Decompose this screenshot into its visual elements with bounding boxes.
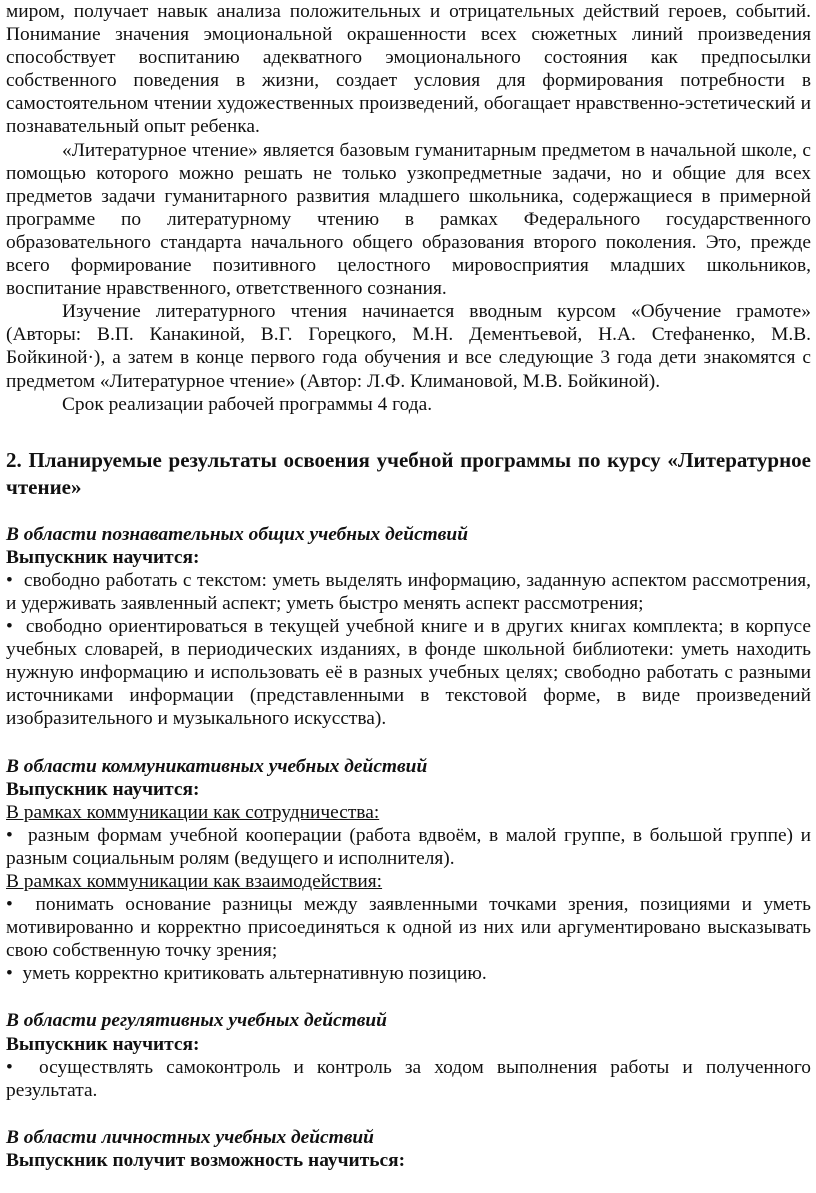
list-item bbox=[6, 615, 811, 730]
section-heading bbox=[6, 447, 811, 501]
bullet-icon: • bbox=[6, 616, 13, 638]
cooperation-label: В рамках коммуникации как сотрудничества: bbox=[6, 801, 380, 823]
cognitive-learner-label: Выпускник научится: bbox=[6, 546, 200, 568]
communicative-subheading: В области коммуникативных учебных действий bbox=[6, 755, 428, 777]
personal-learner-label: Выпускник получит возможность научиться: bbox=[6, 1149, 406, 1171]
bullet-icon: • bbox=[6, 824, 13, 846]
list-item-text: разным формам учебной кооперации (работа вдвоём, в малой группе, в большой группе) и разным социальным ролям (ведущего и исполнителя). bbox=[6, 824, 811, 869]
intro-paragraph-3: Изучение литературного чтения начинается вводным курсом «Обучение грамоте» (Авторы: В.П. Канакиной, В.Г. Горецкого, М.Н. Дементьевой, Н.А. Стефаненко, М.В. Бойкиной·), а затем в конце первого года обучения и все следующие 3 года дети знакомятся с предметом «Литературное чтение» (Автор: Л.Ф. Климановой, М.В. Бойкиной). bbox=[6, 301, 811, 392]
bullet-icon: • bbox=[6, 569, 13, 591]
list-item-text: понимать основание разницы между заявленными точками зрения, позициями и уметь мотивированно и корректно присоединяться к одной из них или аргументировано высказывать свою собственную точку зрения; bbox=[6, 894, 811, 962]
bullet-icon: • bbox=[6, 894, 13, 916]
list-item bbox=[6, 824, 811, 870]
list-item-text: уметь корректно критиковать альтернативную позицию. bbox=[22, 963, 487, 985]
bullet-icon: • bbox=[6, 1056, 13, 1078]
intro-paragraph-1: миром, получает навык анализа положительных и отрицательных действий героев, событий. Понимание значения эмоциональной окрашенности всех сюжетных линий произведения способствует воспитанию адекватного эмоционального состояния как предпосылки собственного поведения в жизни, создает условия для формирования потребности в самостоятельном чтении художественных произведений, обогащает нравственно-эстетический и познавательный опыт ребенка. bbox=[6, 1, 811, 138]
regulative-learner-label: Выпускник научится: bbox=[6, 1033, 200, 1055]
section-title: Планируемые результаты освоения учебной программы по курсу «Литературное чтение» bbox=[6, 447, 811, 499]
list-item bbox=[6, 893, 811, 962]
list-item bbox=[6, 569, 811, 615]
interaction-label: В рамках коммуникации как взаимодействия: bbox=[6, 871, 383, 892]
list-item bbox=[6, 1056, 811, 1102]
cognitive-subheading: В области познавательных общих учебных действий bbox=[6, 523, 468, 545]
section-number: 2. bbox=[6, 447, 22, 472]
intro-paragraph-2: «Литературное чтение» является базовым гуманитарным предметом в начальной школе, с помощью которого можно решать не только узкопредметные задачи, но и общие для всех предметов задачи гуманитарного развития младшего школьника, содержащиеся в примерной программе по литературному чтению в рамках Федерального государственного образовательного стандарта начального общего образования второго поколения. Это, прежде всего формирование позитивного целостного мировосприятия младших школьников, воспитание нравственного, ответственного сознания. bbox=[6, 139, 811, 300]
list-item bbox=[6, 962, 811, 985]
list-item-text: свободно ориентироваться в текущей учебной книге и в других книгах комплекта; в корпусе учебных словарей, в периодических изданиях, в фонде школьной библиотеки: уметь находить нужную информацию и использовать её в разных учебных целях; свободно работать с разными источниками информации (представленными в текстовой форме, в виде произведений изобразительного и музыкального искусства). bbox=[6, 616, 811, 730]
intro-paragraph-4: Срок реализации рабочей программы 4 года. bbox=[62, 393, 433, 415]
list-item-text: свободно работать с текстом: уметь выделять информацию, заданную аспектом рассмотрения, и удерживать заявленный аспект; уметь быстро менять аспект рассмотрения; bbox=[6, 569, 812, 614]
bullet-icon: • bbox=[6, 963, 13, 985]
regulative-subheading: В области регулятивных учебных действий bbox=[6, 1010, 387, 1032]
communicative-learner-label: Выпускник научится: bbox=[6, 778, 200, 800]
personal-subheading: В области личностных учебных действий bbox=[6, 1126, 374, 1148]
list-item-text: осуществлять самоконтроль и контроль за ходом выполнения работы и полученного результата. bbox=[6, 1056, 812, 1101]
